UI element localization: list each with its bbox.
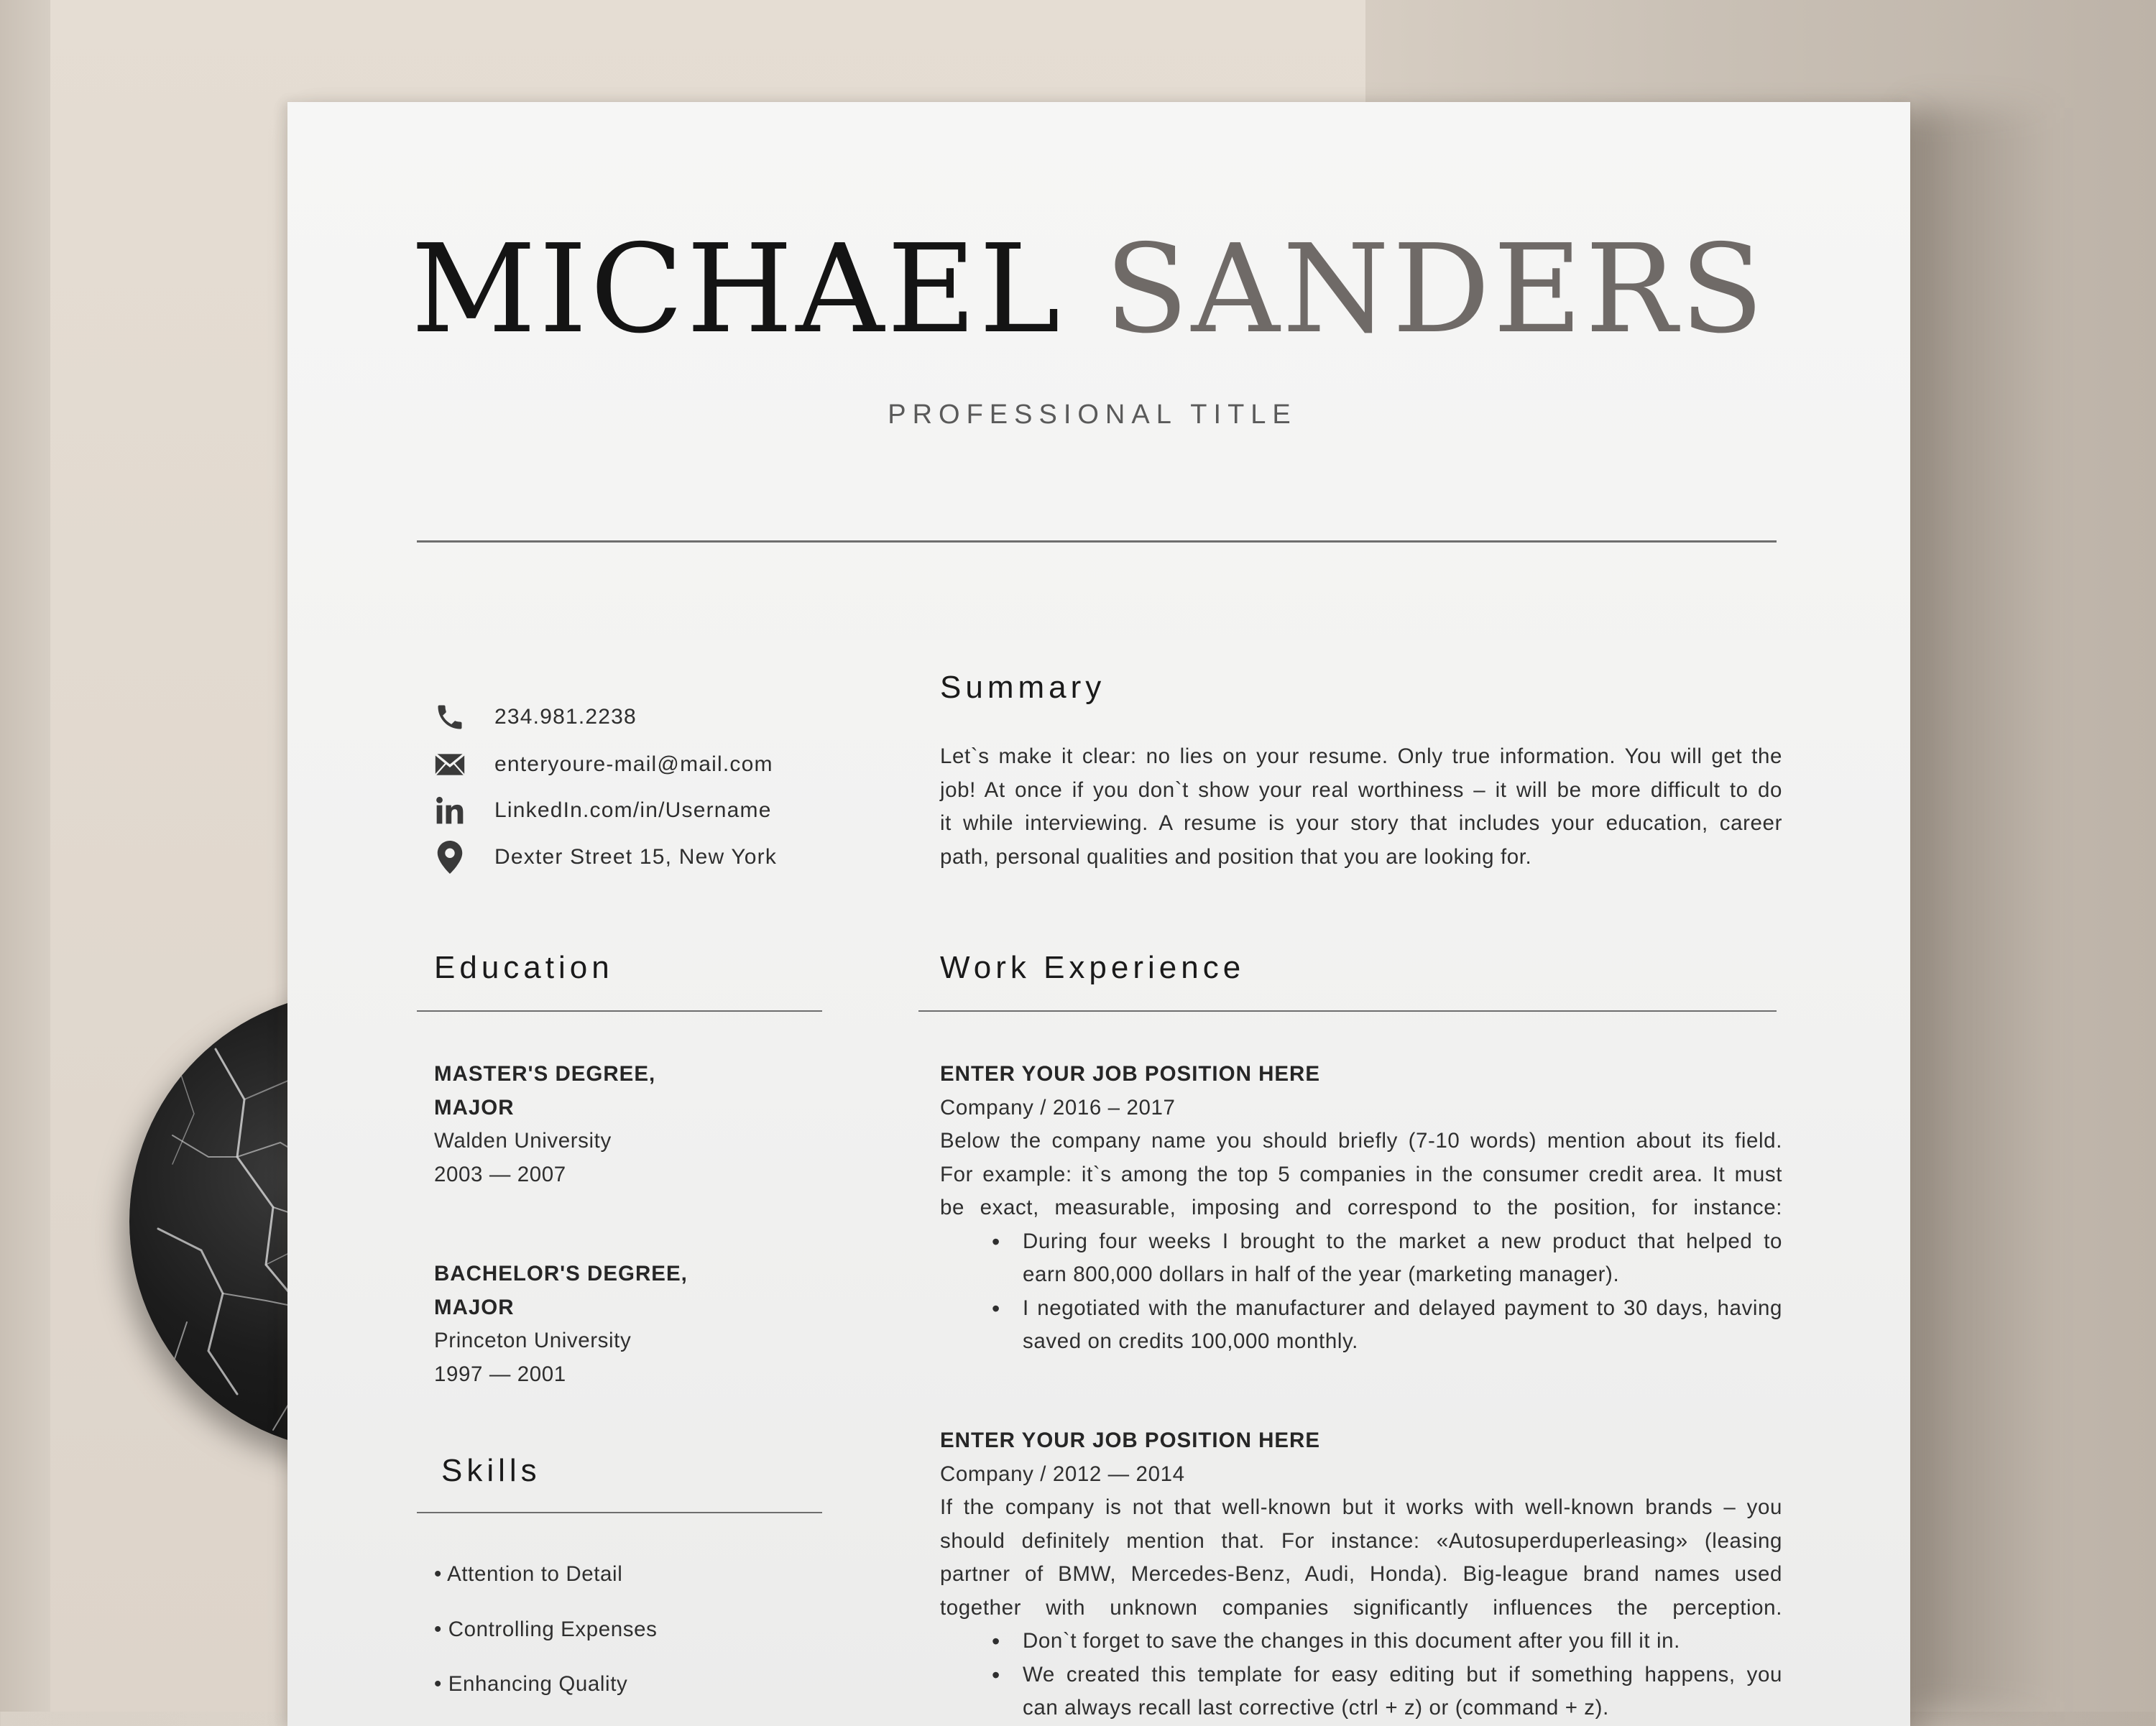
phone-number: 234.981.2238 <box>494 705 637 729</box>
professional-title: PROFESSIONAL TITLE <box>888 400 1297 430</box>
skills-divider <box>417 1512 822 1513</box>
summary-line: it while interviewing. A resume is your story that includes your education, career <box>940 811 1782 835</box>
achievement-line: earn 800,000 dollars in half of the year (marketing manager). <box>1023 1263 1620 1286</box>
summary-text <box>940 740 1782 874</box>
email-address: enteryoure-mail@mail.com <box>494 752 773 776</box>
contact-email <box>431 743 773 786</box>
degree-major: MAJOR <box>434 1295 515 1319</box>
achievement-line: • We created this template for easy editing but if something happens, you <box>1023 1662 1782 1686</box>
skill-item: • Enhancing Quality <box>434 1672 628 1696</box>
last-name: SANDERS <box>1105 218 1767 361</box>
achievement-item <box>940 1625 1782 1658</box>
job-position: ENTER YOUR JOB POSITION HERE <box>940 1429 1321 1452</box>
job-company: Company / 2012 — 2014 <box>940 1462 1185 1486</box>
achievement-item <box>940 1658 1782 1725</box>
achievement-line: saved on credits 100,000 monthly. <box>1023 1329 1358 1353</box>
job-description-line: together with unknown companies significantly influences the perception. <box>940 1595 1782 1620</box>
location-pin-icon <box>431 839 469 876</box>
education-entry <box>434 1257 808 1391</box>
achievement-item <box>940 1225 1782 1292</box>
degree-title: MASTER'S DEGREE, <box>434 1062 656 1086</box>
job-description-line: If the company is not that well-known but it works with well-known brands – you <box>940 1495 1782 1519</box>
achievement-line: • I negotiated with the manufacturer and delayed payment to 30 days, having <box>1023 1296 1782 1320</box>
contact-phone <box>431 696 637 739</box>
education-divider <box>417 1010 822 1012</box>
school-years: 2003 — 2007 <box>434 1162 566 1186</box>
achievement-item <box>940 1292 1782 1359</box>
job-description-line: partner of BMW, Mercedes-Benz, Audi, Honda). Big-league brand names used <box>940 1562 1782 1586</box>
street-address: Dexter Street 15, New York <box>494 845 778 869</box>
mail-icon <box>431 746 469 783</box>
job-description-line: be exact, measurable, imposing and correspond to the position, for instance: <box>940 1196 1782 1219</box>
achievement-line: • During four weeks I brought to the market a new product that helped to <box>1023 1229 1782 1253</box>
degree-major: MAJOR <box>434 1095 515 1120</box>
achievement-line: • Don`t forget to save the changes in this document after you fill it in. <box>1023 1629 1680 1653</box>
achievement-line: can always recall last corrective (ctrl + z) or (command + z). <box>1023 1696 1609 1720</box>
education-heading: Education <box>434 950 614 985</box>
school-years: 1997 — 2001 <box>434 1362 566 1386</box>
linkedin-url: LinkedIn.com/in/Username <box>494 798 772 822</box>
summary-line: path, personal qualities and position that you are looking for. <box>940 844 1532 869</box>
header-divider <box>417 540 1777 543</box>
job-achievements <box>940 1225 1782 1359</box>
education-entry <box>434 1058 808 1191</box>
skills-heading: Skills <box>441 1453 541 1488</box>
school-name: Walden University <box>434 1129 612 1153</box>
job-entry <box>940 1424 1782 1725</box>
job-description-line: For example: it`s among the top 5 companies in the consumer credit area. It must <box>940 1162 1782 1186</box>
job-entry <box>940 1058 1782 1359</box>
job-description-line: should definitely mention that. For instance: «Autosuperduperleasing» (leasing <box>940 1528 1782 1553</box>
resume-name <box>0 218 2156 361</box>
skills-list <box>434 1558 808 1723</box>
contact-address <box>431 836 777 879</box>
work-experience-heading: Work Experience <box>940 950 1245 985</box>
first-name: MICHAEL <box>410 218 1064 361</box>
skill-item: • Controlling Expenses <box>434 1617 658 1641</box>
summary-line: Let`s make it clear: no lies on your resume. Only true information. You will get the <box>940 744 1782 768</box>
phone-icon <box>431 698 469 736</box>
job-achievements <box>940 1625 1782 1725</box>
degree-title: BACHELOR'S DEGREE, <box>434 1262 688 1286</box>
work-divider <box>918 1010 1777 1012</box>
skill-item: • Attention to Detail <box>434 1562 623 1586</box>
contact-linkedin <box>431 789 772 832</box>
summary-line: job! At once if you don`t show your real worthiness – it will be more difficult to do <box>940 777 1782 802</box>
linkedin-icon <box>431 792 469 829</box>
job-company: Company / 2016 – 2017 <box>940 1095 1176 1120</box>
school-name: Princeton University <box>434 1329 632 1352</box>
job-description-line: Below the company name you should briefly (7-10 words) mention about its field. <box>940 1129 1782 1153</box>
job-position: ENTER YOUR JOB POSITION HERE <box>940 1062 1321 1086</box>
summary-heading: Summary <box>940 670 1106 705</box>
